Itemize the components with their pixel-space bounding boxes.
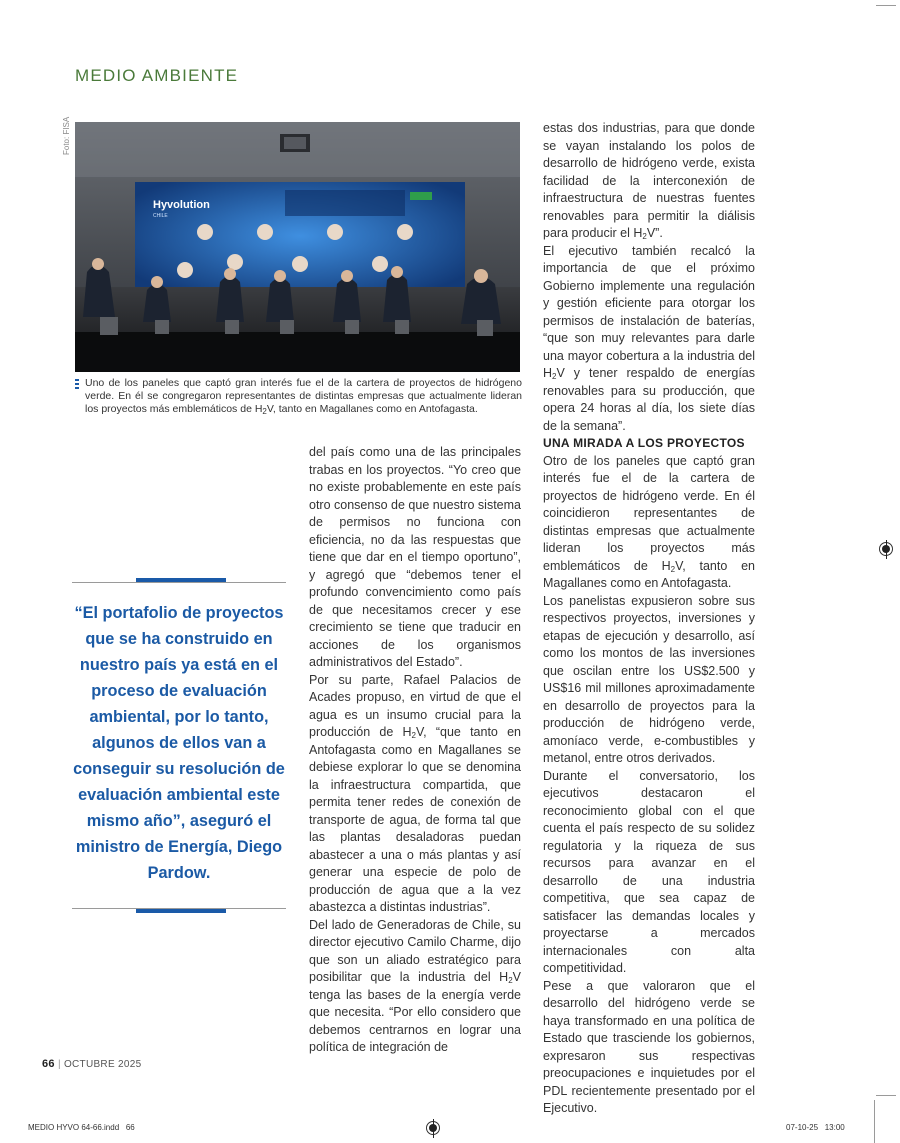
- page-folio: [42, 1058, 141, 1070]
- issue-date: OCTUBRE 2025: [63, 1059, 142, 1070]
- caption-marker-icon: [75, 379, 79, 389]
- registration-mark-icon: [426, 1121, 440, 1135]
- quote-rule: [72, 582, 286, 583]
- quote-accent-bar: [136, 909, 226, 913]
- screen-brand-sub: CHILE: [153, 213, 168, 219]
- paragraph: Durante el conversatorio, los ejecutivos destacaron el reconocimiento global con el que cuenta el país respecto de su solidez regulatoria y la riqueza de sus recursos para avanzar en el desarrollo de una industria competitiva, que sea capaz de satisfacer las demandas locales y proyectarse a mercados internacionales con alta competitividad.: [543, 768, 755, 975]
- section-title: MEDIO AMBIENTE: [75, 66, 239, 85]
- paragraph: Del lado de Generadoras de Chile, su director ejecutivo Camilo Charme, dijo que son un aliado estratégico para posibilitar que la industria del $H_2V$ tenga las bases de la energía verde que necesita. “Por ello considero que debemos centrarnos en lograr una política de integración de: [309, 917, 521, 1054]
- paragraph: El ejecutivo también recalcó la importancia de que el próximo Gobierno implemente una regulación y gestión eficiente para otorgar los permisos de instalación de baterías, “que son muy relevantes para darle una mayor cobertura a la industria del $H_2V$ y tener respaldo de energías renovables para su producción, que opera 24 horas al día, los siete días de la semana”.: [543, 243, 755, 433]
- print-slug-date: 07-10-25 13:00: [786, 1123, 845, 1132]
- pull-quote: [72, 582, 286, 914]
- photo-credit: Foto: FISA: [62, 116, 71, 155]
- paragraph: Los panelistas expusieron sobre sus respectivos proyectos, inversiones y etapas de ejecución y desarrollo, así como los montos de las inversiones que oscilan entre los US$2.500 y US$16 mil millones aproximadamente en desarrollo de proyectos para la producción de hidrógeno verde, amoníaco verde, e-combustibles y metanol, entre otros derivados.: [543, 593, 755, 765]
- paragraph: Pese a que valoraron que el desarrollo del hidrógeno verde se haya transformado en una política de Estado que trasciende los gobiernos, expresaron sus respectivas preocupaciones e inquietudes por el PDL recientemente presentado por el Ejecutivo.: [543, 978, 755, 1115]
- folio-separator: |: [57, 1059, 61, 1070]
- paragraph: del país como una de las principales trabas en los proyectos. “Yo creo que no existe probablemente en este país otro consenso de que nuestro sistema de permisos no funciona con eficiencia, no da las respuestas que tiene que dar en el tiempo oportuno”, y agregó que “debemos tener el profundo convencimiento como país de que necesitamos crecer y ese crecimiento se tiene que traducir en acciones de los organismos administrativos del Estado”.: [309, 445, 521, 669]
- paragraph: Otro de los paneles que captó gran interés fue el de la cartera de proyectos de hidrógeno verde. En él coincidieron representantes de distintas empresas que actualmente lideran los proyectos más emblemáticos de $H_2V$, tanto en Magallanes como en Antofagasta.: [543, 453, 755, 590]
- paragraph: estas dos industrias, para que donde se vayan instalando los polos de desarrollo de hidrógeno verde, exista facilidad de la interconexión de infraestructura de nuestras fuentes renovables para permitir la diálisis para producir el $H_2V$”.: [543, 121, 755, 241]
- crop-mark: [874, 1100, 875, 1143]
- subheading: UNA MIRADA A LOS PROYECTOS: [543, 436, 745, 450]
- page-number: 66: [42, 1058, 55, 1070]
- photo-caption: Uno de los paneles que captó gran interés fue el de la cartera de proyectos de hidrógeno verde. En él se congregaron representantes de distintas empresas que actualmente lideran los proyectos más emblemáticos de $H_2V$, tanto en Magallanes como en Antofagasta.: [75, 377, 522, 416]
- crop-mark: [876, 5, 896, 6]
- registration-mark-icon: [879, 542, 893, 556]
- crop-mark: [876, 1095, 896, 1096]
- article-column-middle: [309, 444, 521, 1057]
- screen-brand: Hyvolution: [153, 199, 210, 211]
- print-slug-file: MEDIO HYVO 64-66.indd 66: [28, 1123, 135, 1132]
- paragraph: Por su parte, Rafael Palacios de Acades propuso, en virtud de que el agua es un insumo crucial para la producción de $H_2V$, “que tanto en Antofagasta como en Magallanes se debiese explorar lo que se denomina la infraestructura compartida, que permita tener redes de conexión de transporte de agua, de forma tal que las plantas desaladoras puedan abastecer a una o más plantas y así generar una especie de polo de producción de agua que a la vez abastezca a distintas industrias”.: [309, 672, 521, 914]
- article-column-right: [543, 120, 755, 1118]
- pull-quote-text: “El portafolio de proyectos que se ha construido en nuestro país ya está en el proceso de evaluación ambiental, por lo tanto, algunos de ellos van a conseguir su resolución de evaluación ambiental este mismo año”, aseguró el ministro de Energía, Diego Pardow.: [73, 604, 285, 882]
- event-photo: [75, 122, 520, 372]
